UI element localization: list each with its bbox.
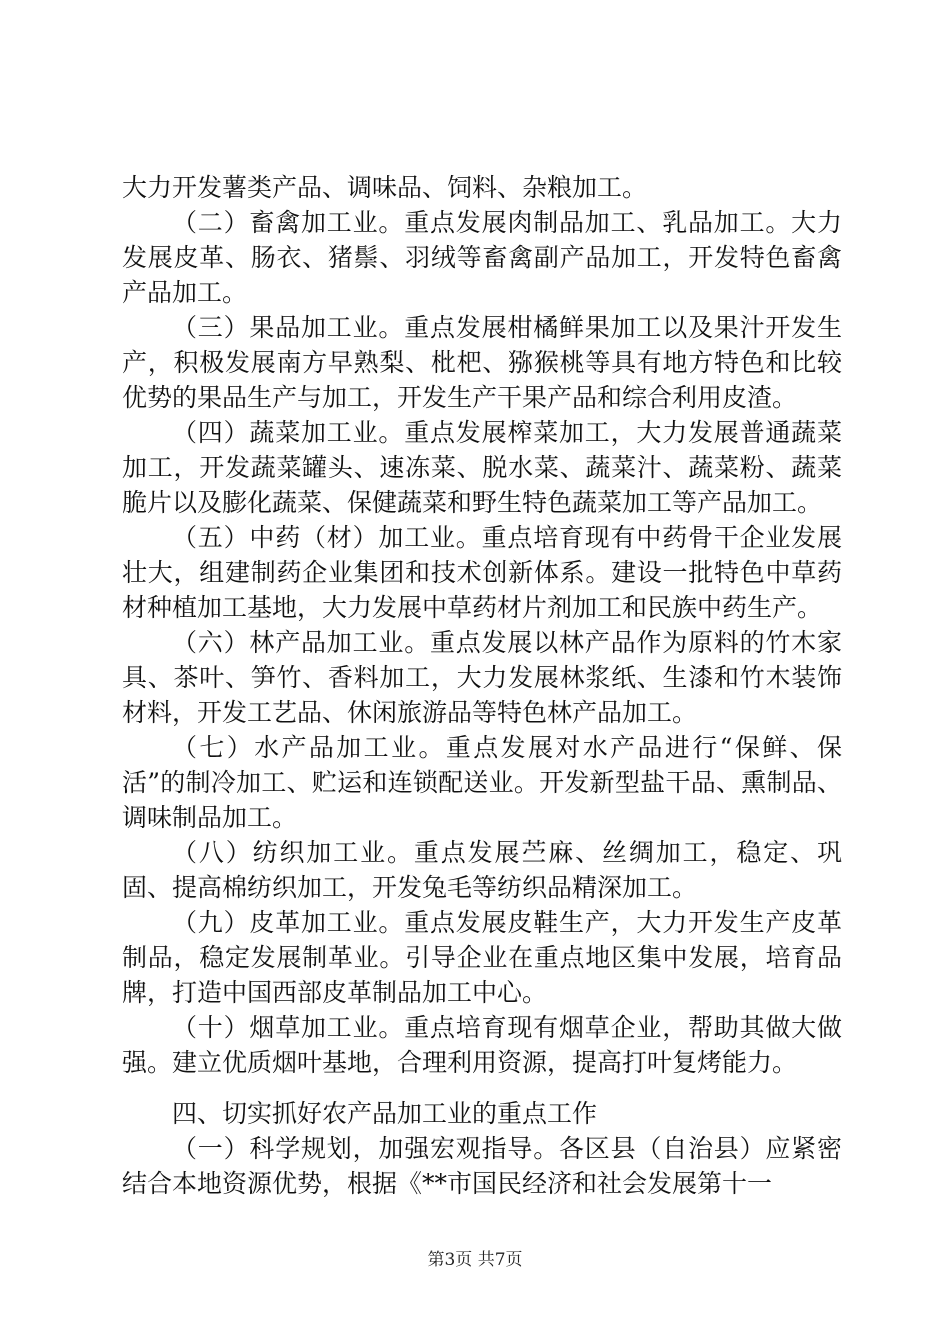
paragraph: （五）中药（材）加工业。重点培育现有中药骨干企业发展壮大，组建制药企业集团和技术创新体系。建设一批特色中草药材种植加工基地，大力发展中草药材片剂加工和民族中药生产。	[122, 523, 842, 622]
paragraph: （一）科学规划，加强宏观指导。各区县（自治县）应紧密结合本地资源优势，根据《**市国民经济和社会发展第十一	[122, 1134, 842, 1198]
paragraph: （九）皮革加工业。重点发展皮鞋生产，大力开发生产皮革制品，稳定发展制革业。引导企业在重点地区集中发展，培育品牌，打造中国西部皮革制品加工中心。	[122, 908, 842, 1007]
paragraph: （七）水产品加工业。重点发展对水产品进行“保鲜、保活”的制冷加工、贮运和连锁配送业。开发新型盐干品、熏制品、调味制品加工。	[122, 733, 842, 832]
page-number-footer: 第3页 共7页	[427, 1250, 523, 1270]
document-body	[122, 170, 842, 1201]
paragraph: 大力开发薯类产品、调味品、饲料、杂粮加工。	[122, 173, 648, 202]
paragraph: （四）蔬菜加工业。重点发展榨菜加工，大力发展普通蔬菜加工，开发蔬菜罐头、速冻菜、脱水菜、蔬菜汁、蔬菜粉、蔬菜脆片以及膨化蔬菜、保健蔬菜和野生特色蔬菜加工等产品加工。	[122, 418, 842, 517]
paragraph: （二）畜禽加工业。重点发展肉制品加工、乳品加工。大力发展皮革、肠衣、猪鬃、羽绒等畜禽副产品加工，开发特色畜禽产品加工。	[122, 208, 842, 307]
paragraph: （十）烟草加工业。重点培育现有烟草企业，帮助其做大做强。建立优质烟叶基地，合理利用资源，提高打叶复烤能力。	[122, 1013, 842, 1077]
paragraph: （六）林产品加工业。重点发展以林产品作为原料的竹木家具、茶叶、笋竹、香料加工，大力发展林浆纸、生漆和竹木装饰材料，开发工艺品、休闲旅游品等特色林产品加工。	[122, 628, 842, 727]
section-heading: 四、切实抓好农产品加工业的重点工作	[172, 1099, 598, 1128]
paragraph: （三）果品加工业。重点发展柑橘鲜果加工以及果汁开发生产，积极发展南方早熟梨、枇杷、猕猴桃等具有地方特色和比较优势的果品生产与加工，开发生产干果产品和综合利用皮渣。	[122, 313, 842, 412]
paragraph: （八）纺织加工业。重点发展苎麻、丝绸加工，稳定、巩固、提高棉纺织加工，开发兔毛等纺织品精深加工。	[122, 838, 842, 902]
